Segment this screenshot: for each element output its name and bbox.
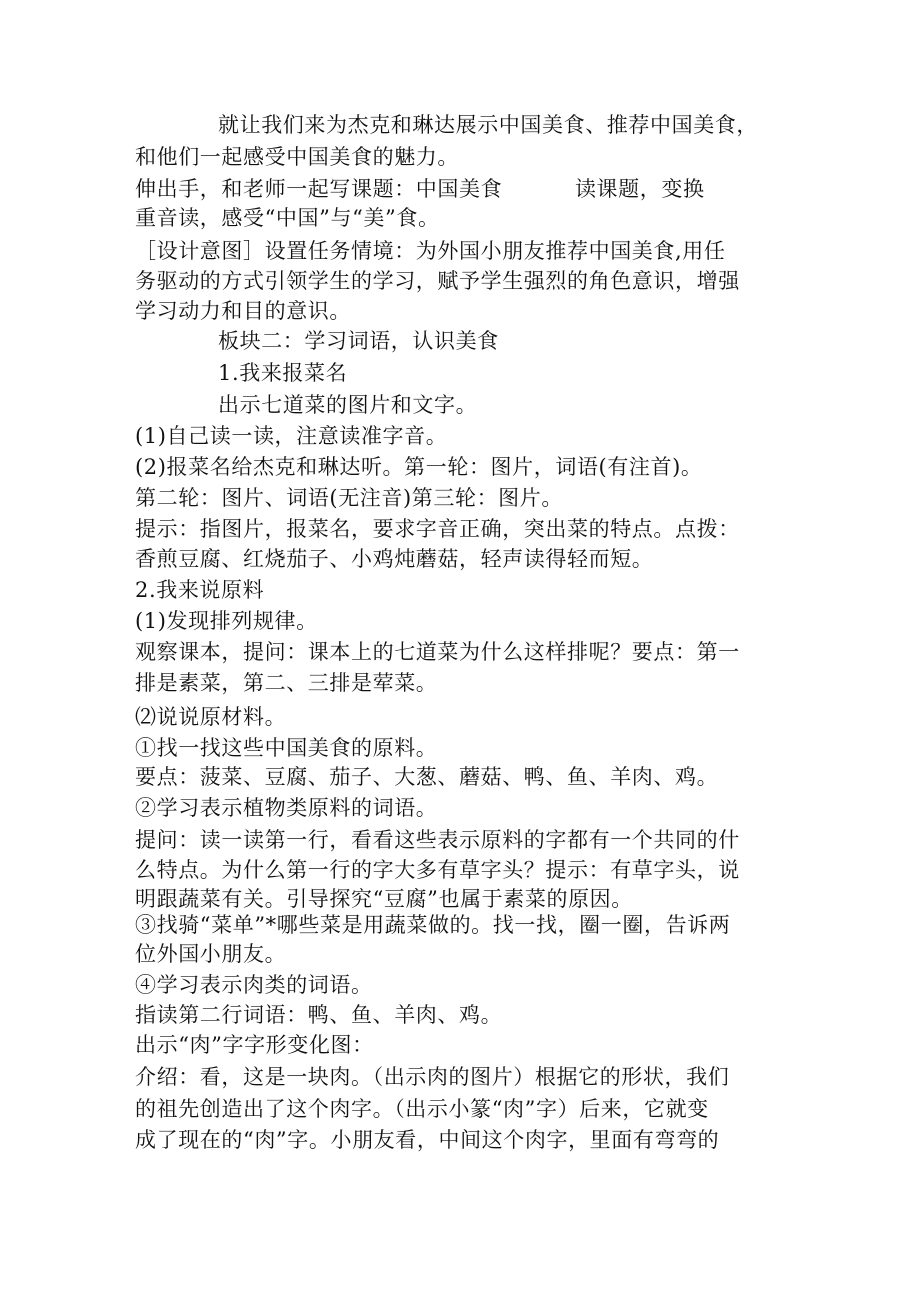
text-line: 位外国小朋友。 xyxy=(135,942,287,966)
section-heading: 板块二：学习词语，认识美食 xyxy=(218,329,499,353)
text-line: 提问：读一读第一行，看看这些表示原料的字都有一个共同的什 xyxy=(135,828,740,852)
text-line: ③找骑“菜单”*哪些菜是用蔬菜做的。找一找，圈一圈，告诉两 xyxy=(135,913,731,937)
text-line: 伸出手，和老师一起写课题：中国美食 读课题，变换 xyxy=(135,177,705,201)
text-line: 排是素菜，第二、三排是荤菜。 xyxy=(135,671,438,695)
text-line: (1)发现排列规律。 xyxy=(135,609,318,633)
text-line: 第二轮：图片、词语(无注音)第三轮：图片。 xyxy=(135,486,563,510)
text-line: 出示“肉”字字形变化图： xyxy=(135,1033,374,1057)
text-line: 么特点。为什么第一行的字大多有草字头？提示：有草字头，说 xyxy=(135,858,740,882)
text-line: (2)报菜名给杰克和琳达听。第一轮：图片，词语(有注首)。 xyxy=(135,455,703,479)
text-line: 就让我们来为杰克和琳达展示中国美食、推荐中国美食， xyxy=(218,113,758,137)
text-line: 成了现在的“肉”字。小朋友看，中间这个肉字，里面有弯弯的 xyxy=(135,1128,720,1152)
text-line: 重音读，感受“中国”与“美”食。 xyxy=(135,206,440,230)
text-line: 介绍：看，这是一块肉。（出示肉的图片）根据它的形状，我们 xyxy=(135,1065,730,1089)
text-line: (1)自己读一读，注意读准字音。 xyxy=(135,424,448,448)
text-line: 观察课本，提问：课本上的七道菜为什么这样排呢？要点：第一 xyxy=(135,640,740,664)
text-line: ①找一找这些中国美食的原料。 xyxy=(135,736,438,760)
text-line: 要点：菠菜、豆腐、茄子、大葱、蘑菇、鸭、鱼、羊肉、鸡。 xyxy=(135,765,719,789)
text-line: ②学习表示植物类原料的词语。 xyxy=(135,796,438,820)
text-line: 出示七道菜的图片和文字。 xyxy=(218,393,478,417)
subsection-heading: 1.我来报菜名 xyxy=(218,361,348,385)
text-line: 提示：指图片，报菜名，要求字音正确，突出菜的特点。点拨： xyxy=(135,517,740,541)
text-line: 和他们一起感受中国美食的魅力。 xyxy=(135,145,459,169)
text-line: 明跟蔬菜有关。引导探究“豆腐”也属于素菜的原因。 xyxy=(135,887,633,911)
text-line: 务驱动的方式引领学生的学习，赋予学生强烈的角色意识，增强 xyxy=(135,269,740,293)
subsection-heading: 2.我来说原料 xyxy=(135,578,265,602)
text-line: ⑵说说原材料。 xyxy=(135,705,287,729)
text-line: 指读第二行词语：鸭、鱼、羊肉、鸡。 xyxy=(135,1003,503,1027)
text-line: 的祖先创造出了这个肉字。（出示小篆“肉”字）后来，它就变 xyxy=(135,1097,709,1121)
text-line: 学习动力和目的意识。 xyxy=(135,299,351,323)
text-line: ［设计意图］设置任务情境：为外国小朋友推荐中国美食,用任 xyxy=(135,239,726,263)
text-line: 香煎豆腐、红烧茄子、小鸡炖蘑菇，轻声读得轻而短。 xyxy=(135,547,654,571)
text-line: ④学习表示肉类的词语。 xyxy=(135,973,373,997)
